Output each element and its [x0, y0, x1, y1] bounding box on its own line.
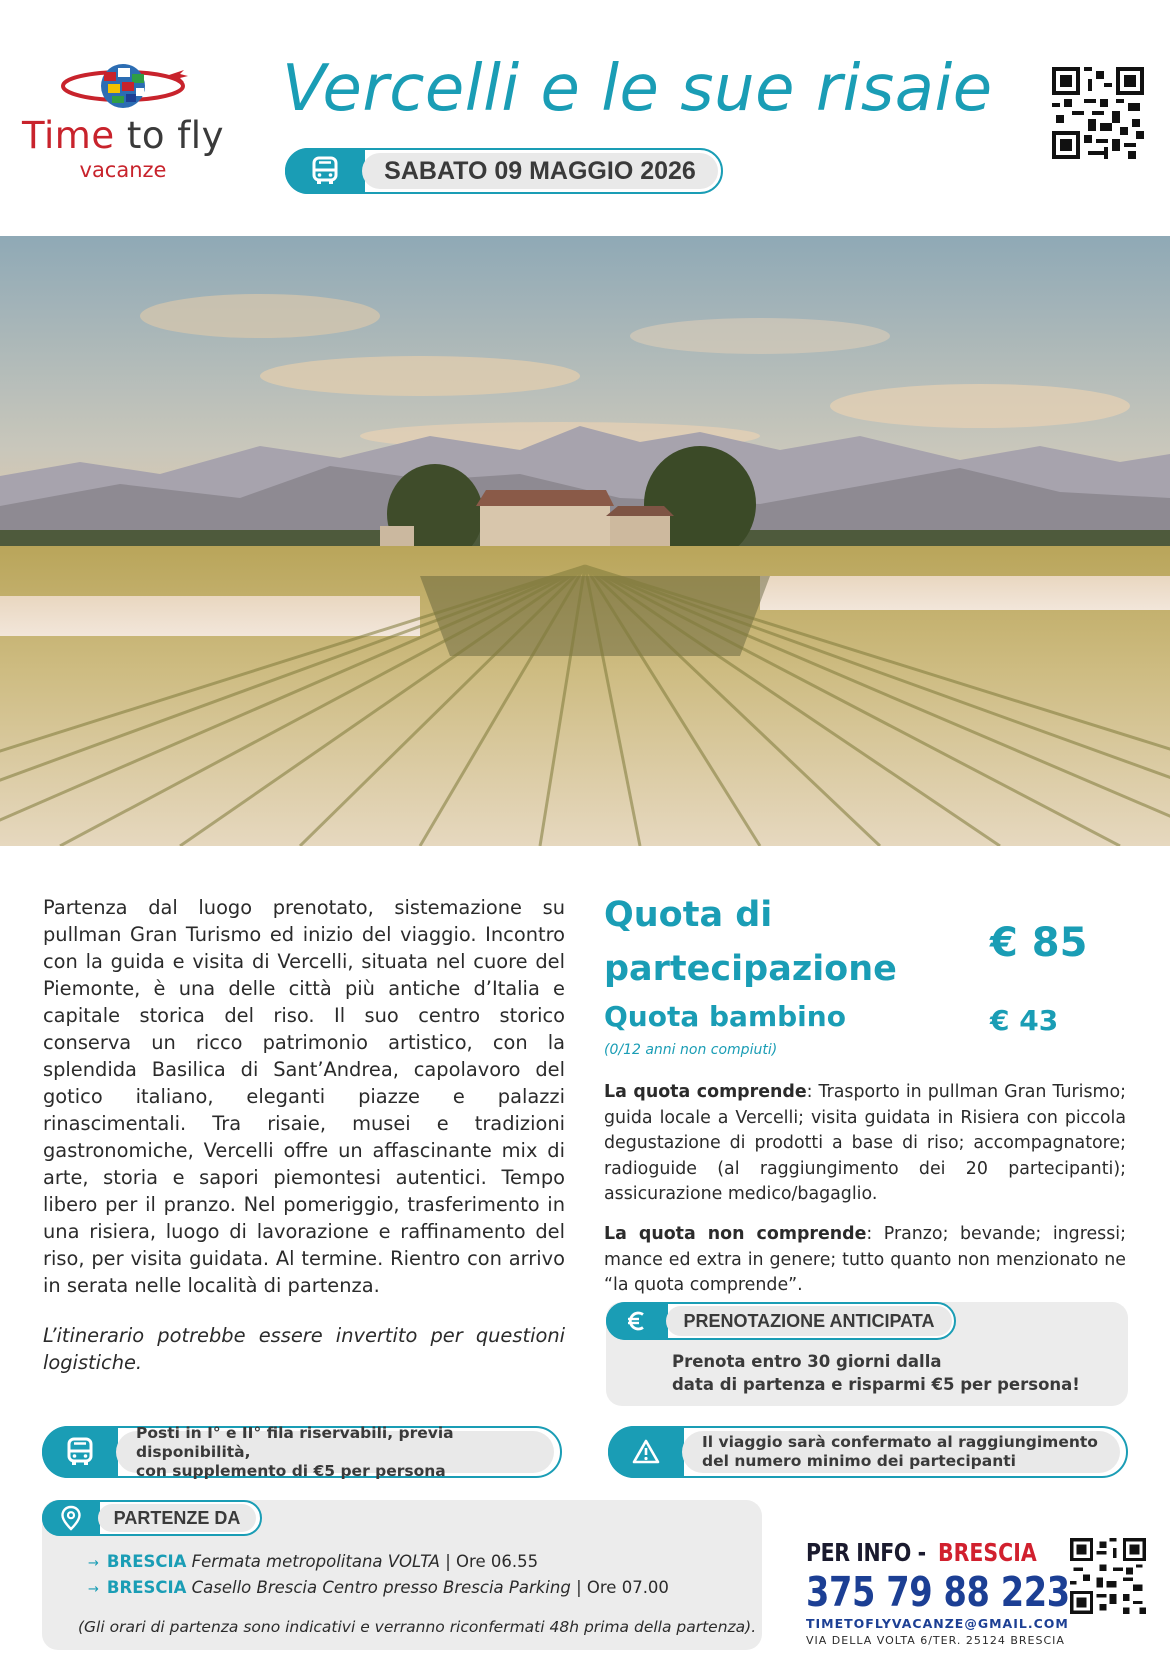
brand-name-part1: Time [22, 114, 115, 157]
euro-icon [606, 1302, 668, 1340]
includes-text: : Trasporto in pullman Gran Turismo; guida locale a Vercelli; visita guidata in Risiera con piccola degustazione di prodotti a base di riso; accompagnatore; radioguide (al raggiungimento dei 20 partecipanti); assicurazione medico/bagaglio. [604, 1082, 1126, 1205]
early-booking-line2: data di partenza e risparmi €5 per persona! [672, 1375, 1080, 1394]
contact-email[interactable]: TIMETOFLYVACANZE@GMAIL.COM [806, 1616, 1069, 1631]
date-badge [285, 148, 723, 194]
price-title: Quota di partecipazione [604, 895, 897, 989]
qr-code[interactable] [1052, 67, 1144, 159]
includes-label: La quota comprende [604, 1082, 807, 1102]
child-price-label: Quota bambino [604, 1000, 846, 1033]
contact-phone[interactable]: 375 79 88 223 [806, 1568, 1070, 1616]
seat-reservation-notice [42, 1423, 562, 1480]
early-booking-text [672, 1350, 1112, 1396]
excludes-label: La quota non comprende [604, 1224, 867, 1244]
minimum-participants-notice [608, 1426, 1128, 1478]
price-includes [604, 1080, 1126, 1208]
trip-date: SABATO 09 MAGGIO 2026 [362, 153, 718, 189]
departure-place: Fermata metropolitana VOLTA [191, 1552, 440, 1571]
brand-name [18, 114, 228, 157]
arrow-right-icon: → [88, 1556, 99, 1571]
early-booking-line1: Prenota entro 30 giorni dalla [672, 1352, 942, 1371]
child-price-value: € 43 [990, 1004, 1059, 1037]
departures-title: PARTENZE DA [98, 1504, 256, 1532]
brand-subtitle: vacanze [79, 158, 167, 182]
itinerary-description: Partenza dal luogo prenotato, sistemazione su pullman Gran Turismo ed inizio del viaggio. Incontro con la guida e visita di Vercelli, situata nel cuore del Piemonte, è una delle città più antiche d’Italia e capitale storica del riso. Il suo centro storico conserva un ricco patrimonio artistico, con la splendida Basilica di Sant’Andrea, capolavoro del gotico italiano, eleganti piazze e palazzi rinascimentali. Tra risaie, musei e tradizioni gastronomiche, Vercelli offre un affascinante mix di arte, storia e sapori piemontesi autentici. Tempo libero per il pranzo. Nel pomeriggio, trasferimento in una risiera, luogo di lavorazione e raffinamento del riso, per visita guidata. Al termine. Rientro con arrivo in serata nelle località di partenza. [43, 896, 565, 1297]
child-price-note: (0/12 anni non compiuti) [604, 1042, 778, 1058]
departure-city: BRESCIA [106, 1578, 187, 1597]
departure-time: Ore 07.00 [586, 1578, 669, 1597]
hero-rice-fields-image [0, 236, 1170, 846]
price-value: € 85 [990, 920, 1088, 966]
brand-name-part2: to fly [126, 114, 224, 157]
contact-city: BRESCIA [938, 1538, 1037, 1567]
globe-plane-icon [48, 58, 198, 118]
confirm-notice-line1: Il viaggio sarà confermato al raggiungimento [702, 1433, 1098, 1451]
seat-notice-line2: con supplemento di €5 per persona [136, 1461, 446, 1480]
early-booking-header [606, 1302, 956, 1340]
bus-icon [42, 1426, 118, 1478]
page-title: Vercelli e le sue risaie [282, 52, 993, 126]
brand-logo [18, 58, 228, 188]
departure-city: BRESCIA [106, 1552, 187, 1571]
departures-header [42, 1500, 262, 1536]
location-pin-icon [42, 1500, 100, 1536]
seat-notice-text [116, 1423, 554, 1480]
price-excludes [604, 1222, 1126, 1299]
confirm-notice-line2: del numero minimo dei partecipanti [702, 1452, 1016, 1470]
departure-time: Ore 06.55 [456, 1552, 539, 1571]
departure-item: → BRESCIA Fermata metropolitana VOLTA | Ore 06.55 [88, 1552, 539, 1571]
contact-address: VIA DELLA VOLTA 6/TER. 25124 BRESCIA [806, 1634, 1065, 1647]
qr-code[interactable] [1070, 1538, 1146, 1614]
confirm-notice-text [682, 1431, 1120, 1473]
contact-label: PER INFO - [806, 1538, 926, 1567]
early-booking-title: PRENOTAZIONE ANTICIPATA [666, 1306, 952, 1336]
itinerary-note: L’itinerario potrebbe essere invertito per questioni logistiche. [43, 1324, 565, 1374]
warning-icon [608, 1426, 684, 1478]
excludes-text: : Pranzo; bevande; ingressi; mance ed extra in genere; tutto quanto non menzionato ne “la quota comprende”. [604, 1224, 1126, 1296]
seat-notice-line1: Posti in I° e II° fila riservabili, previa disponibilità, [136, 1423, 454, 1461]
bus-icon [285, 148, 365, 194]
departure-place: Casello Brescia Centro presso Brescia Parking [191, 1578, 571, 1597]
departures-note: (Gli orari di partenza sono indicativi e verranno riconfermati 48h prima della partenza). [78, 1618, 757, 1636]
arrow-right-icon: → [88, 1582, 99, 1597]
departure-item: → BRESCIA Casello Brescia Centro presso Brescia Parking | Ore 07.00 [88, 1578, 669, 1597]
